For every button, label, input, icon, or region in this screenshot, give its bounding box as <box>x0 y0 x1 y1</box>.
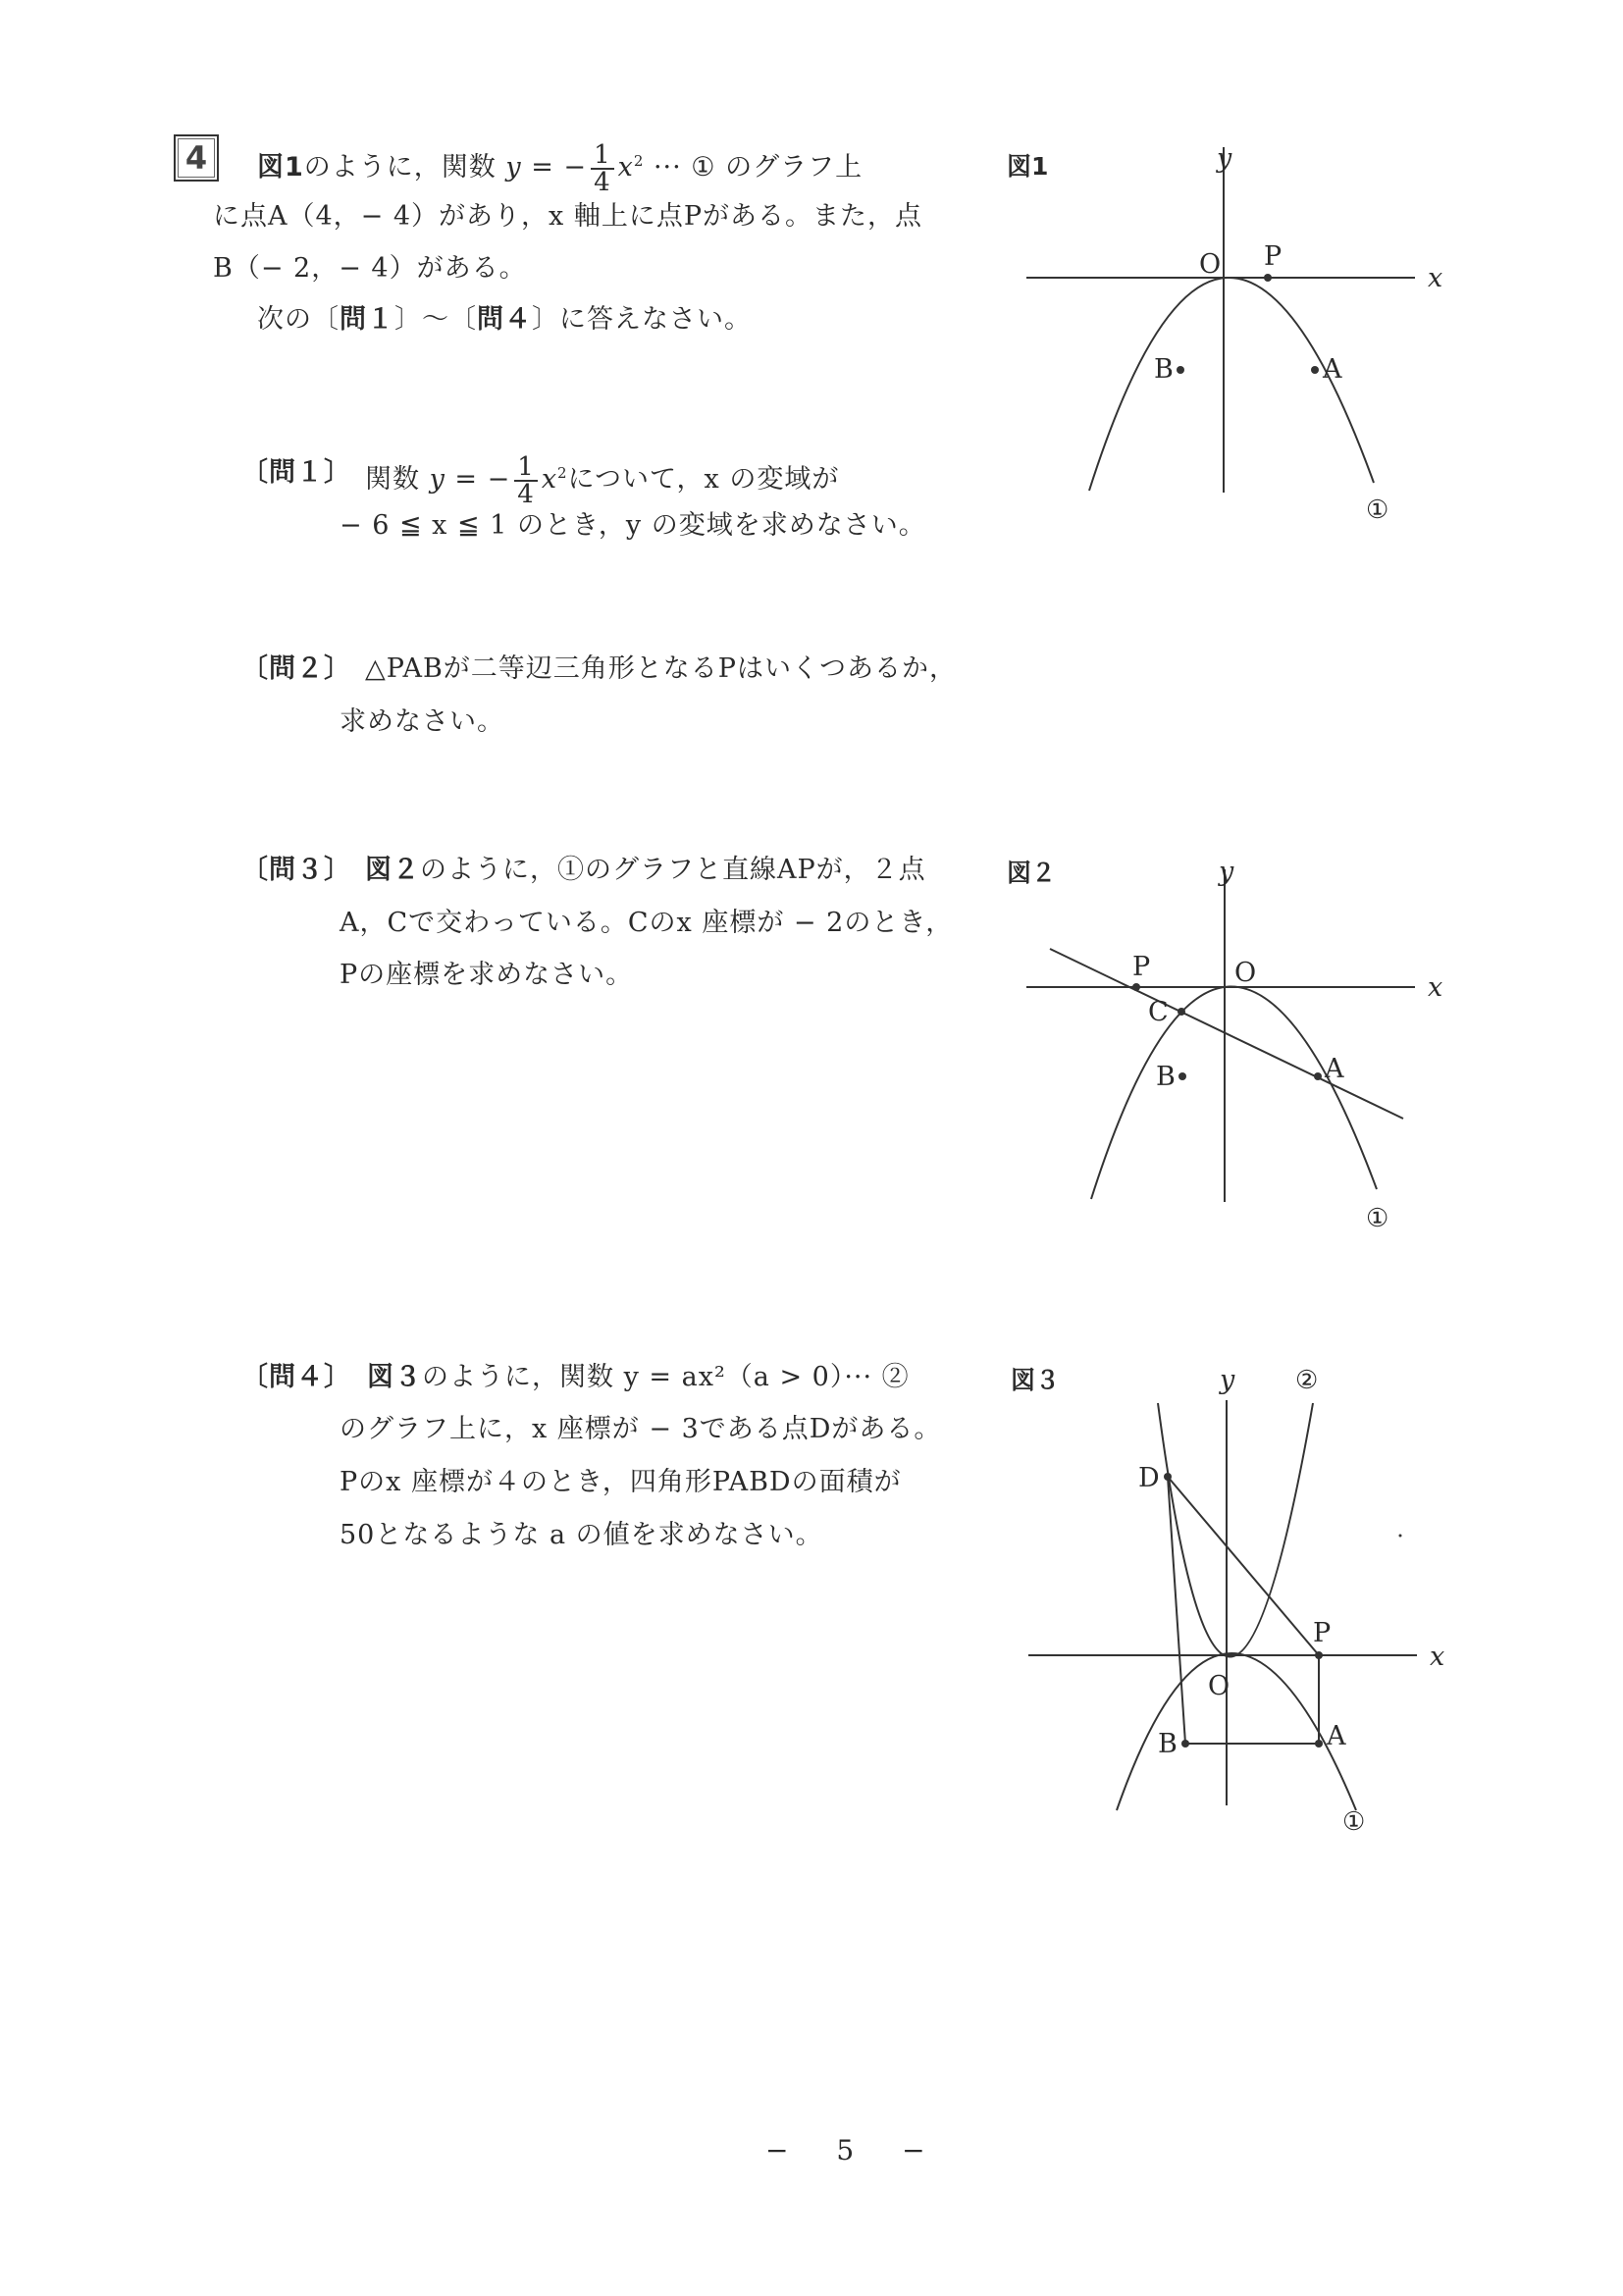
fraction-numerator: 1 <box>591 142 614 170</box>
figure2 <box>1011 844 1482 1256</box>
fraction-denominator: 4 <box>517 479 535 509</box>
equation-x: x <box>541 464 558 495</box>
figure1 <box>1011 137 1482 530</box>
intro-text: のように，関数 <box>303 152 497 183</box>
problem-intro-line1 <box>257 137 863 195</box>
point-b <box>1178 1072 1186 1080</box>
point-a <box>1314 1072 1322 1080</box>
equation-x: x <box>617 152 634 183</box>
q4-text: のように，関数 y = ax²（a > 0）··· ② <box>422 1362 910 1392</box>
q3-line2: A，Cで交わっている。Cのx 座標が − 2のとき， <box>340 908 954 938</box>
label-y: y <box>1219 857 1234 887</box>
point-p <box>1264 274 1272 282</box>
intro-text: 次の〔 <box>257 304 340 335</box>
label-b: B <box>1158 1729 1178 1759</box>
problem-number: 4 <box>174 134 219 182</box>
label-d: D <box>1138 1463 1160 1493</box>
point-c <box>1178 1008 1185 1016</box>
q1-line2: − 6 ≦ x ≦ 1 のとき，y の変域を求めなさい。 <box>340 510 926 541</box>
parabola-1 <box>1117 1653 1356 1810</box>
line-ap <box>1050 949 1403 1119</box>
label-x: x <box>1428 972 1443 1003</box>
q3-text: のように，①のグラフと直線APが，２点 <box>420 855 926 885</box>
equation-y: y = − <box>429 464 511 495</box>
label-a: A <box>1323 354 1342 385</box>
intro-text: 〕～〔 <box>394 304 477 335</box>
label-p: P <box>1132 952 1151 982</box>
parabola-1 <box>1091 986 1377 1199</box>
figure2-label: 図２ <box>1007 859 1057 887</box>
q4-line2: のグラフ上に，x 座標が − 3である点Dがある。 <box>340 1414 942 1444</box>
stray-dot <box>1399 1535 1402 1538</box>
intro-text: 〕に答えなさい。 <box>532 304 752 335</box>
label-b: B <box>1156 1062 1176 1092</box>
fraction-numerator: 1 <box>514 454 538 482</box>
point-b <box>1177 366 1184 374</box>
label-curve1: ① <box>1342 1807 1366 1837</box>
line-dp <box>1168 1477 1319 1655</box>
label-o: O <box>1234 958 1257 988</box>
point-p <box>1132 983 1140 991</box>
equation-y: y = − <box>505 152 588 183</box>
q2-line1: △PABが二等辺三角形となるPはいくつあるか， <box>365 653 957 684</box>
fig2-ref: 図２ <box>365 855 420 885</box>
label-curve1: ① <box>1366 1204 1389 1233</box>
fraction-denominator: 4 <box>594 167 611 197</box>
problem-intro-line3: B（− 2，− 4）がある。 <box>213 253 527 284</box>
label-p: P <box>1264 241 1283 272</box>
point-b <box>1181 1740 1189 1748</box>
equation-tail: ··· ① のグラフ上 <box>644 152 864 183</box>
label-p: P <box>1313 1618 1332 1648</box>
label-b: B <box>1154 354 1174 385</box>
figure3-label: 図３ <box>1011 1366 1061 1394</box>
page-number: − 5 − <box>765 2134 945 2166</box>
q1-label: 〔問１〕 <box>241 457 351 488</box>
point-d <box>1164 1473 1172 1481</box>
label-o: O <box>1199 249 1222 280</box>
figure3 <box>1011 1349 1482 1840</box>
label-y: y <box>1217 143 1232 174</box>
q4-label: 〔問４〕 <box>241 1362 351 1392</box>
label-a: A <box>1327 1721 1346 1751</box>
line-db <box>1168 1477 1185 1744</box>
label-o: O <box>1208 1671 1230 1701</box>
label-c: C <box>1148 997 1169 1027</box>
fraction <box>514 451 538 509</box>
fig1-ref: 図1 <box>257 152 304 183</box>
label-curve2: ② <box>1295 1366 1319 1395</box>
q1-text: について，x の変域が <box>567 464 840 495</box>
q3-line3: Pの座標を求めなさい。 <box>340 960 634 990</box>
q4-line1 <box>367 1354 910 1401</box>
equation-exponent: 2 <box>557 464 568 482</box>
problem-intro-line4 <box>257 296 752 343</box>
point-a <box>1315 1740 1323 1748</box>
label-a: A <box>1325 1054 1344 1084</box>
q1-ref: 問１ <box>340 304 394 335</box>
label-x: x <box>1430 1642 1445 1672</box>
point-p <box>1315 1651 1323 1659</box>
fig3-ref: 図３ <box>367 1362 422 1392</box>
label-curve1: ① <box>1366 496 1389 525</box>
point-a <box>1311 366 1319 374</box>
problem-intro-line2: に点A（4，− 4）があり，x 軸上に点Pがある。また，点 <box>213 201 923 232</box>
q3-label: 〔問３〕 <box>241 855 351 885</box>
q4-ref: 問４ <box>477 304 532 335</box>
q3-line1 <box>365 847 926 894</box>
q2-label: 〔問２〕 <box>241 653 351 684</box>
q2-line2: 求めなさい。 <box>340 706 504 737</box>
q4-line4: 50となるような a の値を求めなさい。 <box>340 1520 823 1550</box>
parabola-2 <box>1158 1403 1313 1657</box>
q4-line3: Pのx 座標が４のとき，四角形PABDの面積が <box>340 1467 902 1497</box>
label-x: x <box>1428 263 1443 293</box>
q1-text: 関数 <box>365 464 420 495</box>
figure1-label: 図1 <box>1007 152 1049 181</box>
label-y: y <box>1220 1365 1235 1395</box>
equation-exponent: 2 <box>633 152 645 170</box>
fraction <box>591 139 614 197</box>
q1-line1 <box>365 449 839 507</box>
